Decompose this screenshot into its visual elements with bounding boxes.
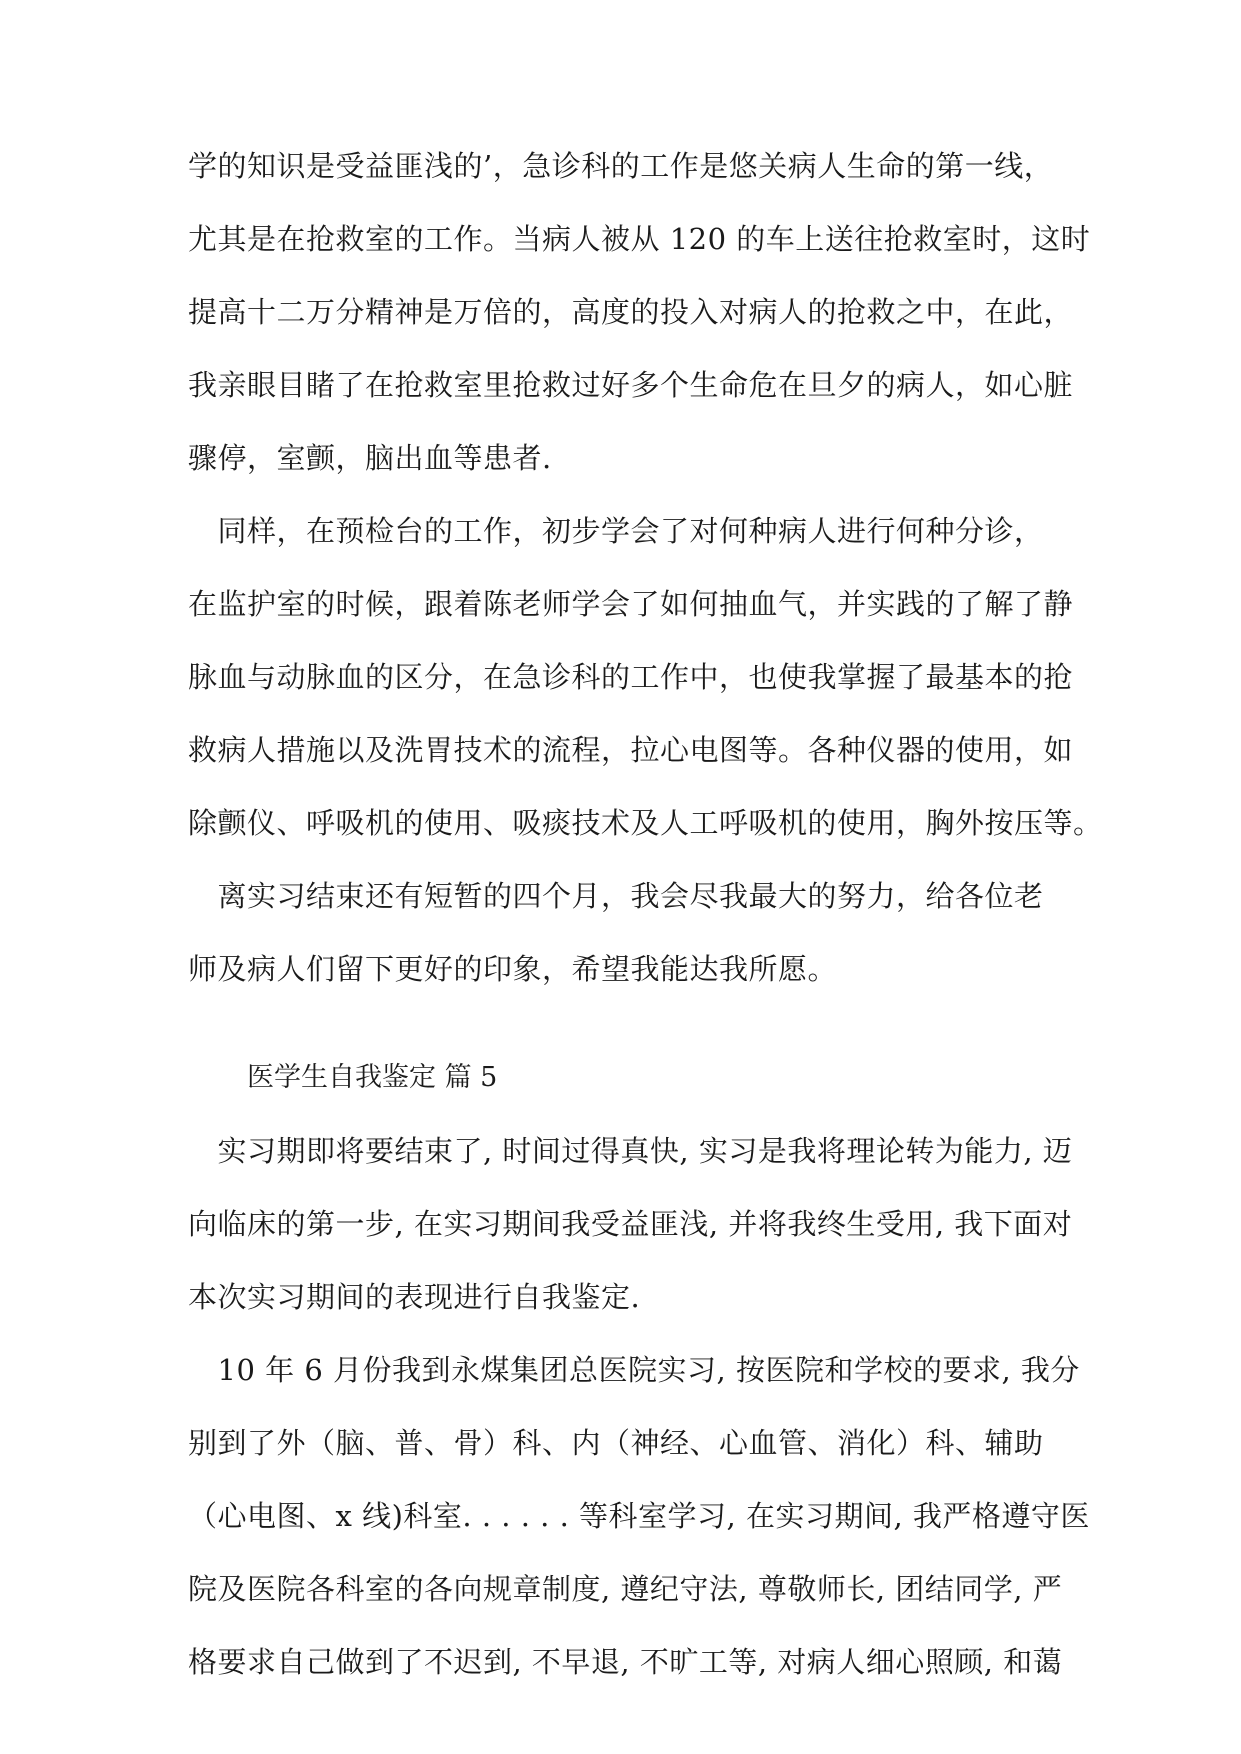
text-line: 10 年 6 月份我到永煤集团总医院实习, 按医院和学校的要求, 我分 [188,1353,1080,1387]
text-line: 离实习结束还有短暂的四个月，我会尽我最大的努力，给各位老 [188,879,1044,913]
text-line: 院及医院各科室的各向规章制度, 遵纪守法, 尊敬师长, 团结同学, 严 [188,1572,1063,1606]
text-line: 别到了外（脑、普、骨）科、内（神经、心血管、消化）科、辅助 [188,1426,1044,1460]
text-line: 提高十二万分精神是万倍的，高度的投入对病人的抢救之中，在此， [188,295,1074,329]
text-line: 尤其是在抢救室的工作。当病人被从 120 的车上送往抢救室时，这时 [188,222,1091,256]
text-line: 骤停，室颤，脑出血等患者. [188,441,552,475]
text-line: 师及病人们留下更好的印象，希望我能达我所愿。 [188,952,838,986]
text-line: 我亲眼目睹了在抢救室里抢救过好多个生命危在旦夕的病人，如心脏 [188,368,1074,402]
text-line: 同样，在预检台的工作，初步学会了对何种病人进行何种分诊， [188,514,1044,548]
text-line: 格要求自己做到了不迟到, 不早退, 不旷工等, 对病人细心照顾, 和蔼 [188,1645,1063,1679]
text-line: 除颤仪、呼吸机的使用、吸痰技术及人工呼吸机的使用，胸外按压等。 [188,806,1103,840]
text-line: 脉血与动脉血的区分，在急诊科的工作中，也使我掌握了最基本的抢 [188,660,1074,694]
text-line: 实习期即将要结束了, 时间过得真快, 实习是我将理论转为能力, 迈 [188,1134,1073,1168]
text-line: 学的知识是受益匪浅的’，急诊科的工作是悠关病人生命的第一线， [188,149,1054,183]
text-line: 救病人措施以及洗胃技术的流程，拉心电图等。各种仪器的使用，如 [188,733,1074,767]
section-heading: 医学生自我鉴定 篇 5 [247,1062,498,1093]
text-line: 向临床的第一步, 在实习期间我受益匪浅, 并将我终生受用, 我下面对 [188,1207,1073,1241]
text-line: 本次实习期间的表现进行自我鉴定. [188,1280,641,1314]
text-line: 在监护室的时候，跟着陈老师学会了如何抽血气，并实践的了解了静 [188,587,1074,621]
text-line: （心电图、x 线)科室. . . . . . 等科室学习, 在实习期间, 我严格遵守医 [188,1499,1090,1533]
